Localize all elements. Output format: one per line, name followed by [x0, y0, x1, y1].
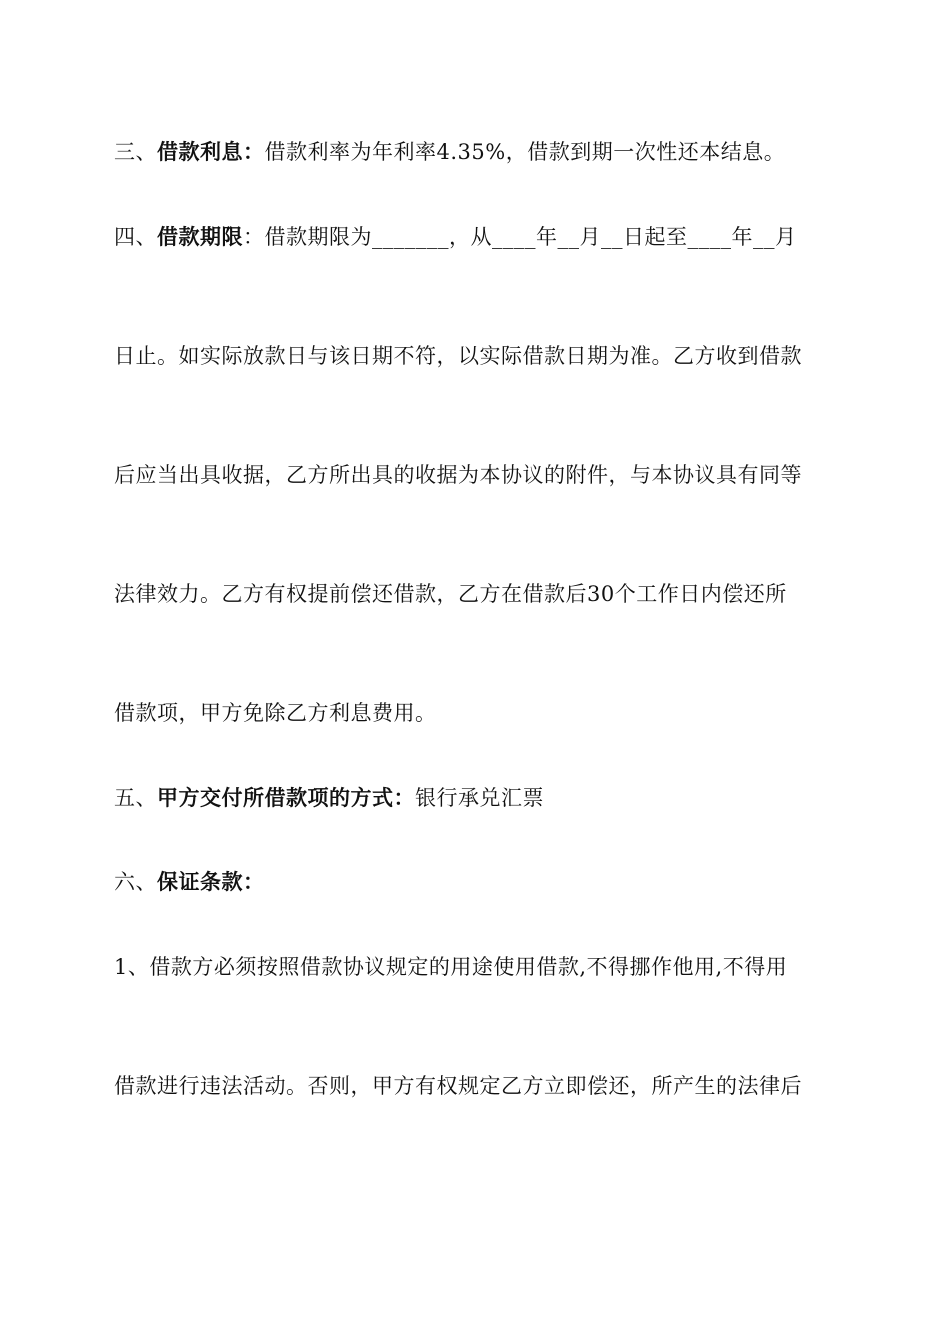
paragraph-line: 日止。如实际放款日与该日期不符，以实际借款日期为准。乙方收到借款 [114, 344, 802, 368]
clause-number: 三、 [114, 140, 157, 164]
paragraph-line: 1、借款方必须按照借款协议规定的用途使用借款,不得挪作他用,不得用 [114, 955, 788, 979]
clause-heading: 借款利息： [157, 139, 265, 164]
clause-heading: 甲方交付所借款项的方式： [157, 785, 415, 810]
clause-heading: 保证条款： [157, 869, 265, 894]
clause-heading: 借款期限 [157, 224, 243, 249]
clause-3-interest [114, 136, 844, 168]
paragraph-line: 借款项，甲方免除乙方利息费用。 [114, 701, 437, 725]
clause-text: 银行承兑汇票 [415, 786, 544, 810]
clause-5-payment-method [114, 782, 844, 814]
paragraph-line: 借款进行违法活动。否则，甲方有权规定乙方立即偿还，所产生的法律后 [114, 1074, 802, 1098]
paragraph-line: 后应当出具收据，乙方所出具的收据为本协议的附件，与本协议具有同等 [114, 463, 802, 487]
clause-6-guarantee [114, 866, 844, 898]
clause-number: 六、 [114, 870, 157, 894]
clause-number: 四、 [114, 225, 157, 249]
clause-4-term [114, 221, 844, 253]
clause-text: ：借款期限为_______，从____年__月__日起至____年__月 [243, 225, 797, 249]
clause-number: 五、 [114, 786, 157, 810]
clause-text: 借款利率为年利率4.35%，借款到期一次性还本结息。 [264, 140, 786, 164]
paragraph-line: 法律效力。乙方有权提前偿还借款，乙方在借款后30个工作日内偿还所 [114, 582, 787, 606]
